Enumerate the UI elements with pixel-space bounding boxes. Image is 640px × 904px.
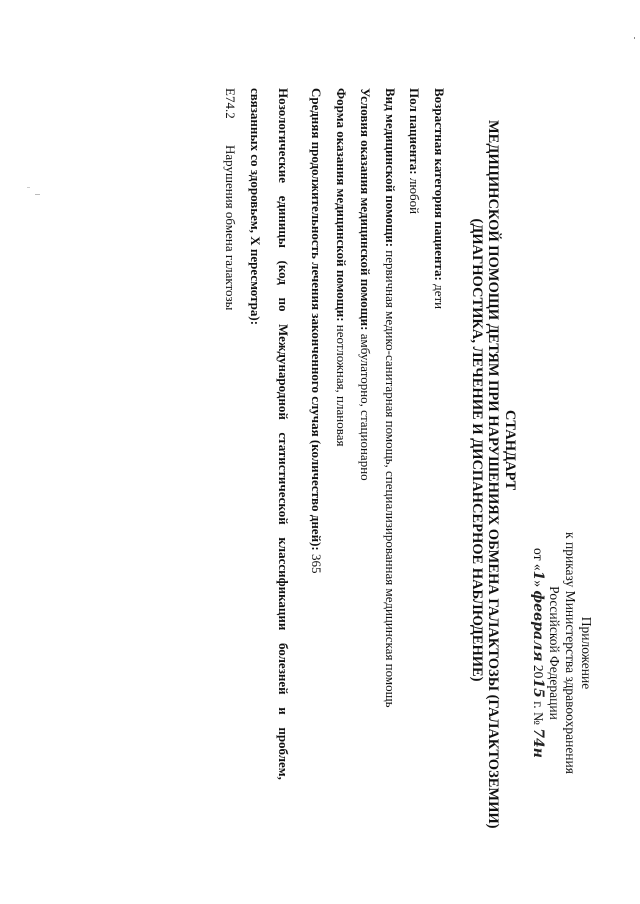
order-prefix: от « [531, 548, 546, 571]
standard-title [469, 120, 519, 829]
field-label: Средняя продолжительность лечения законченного случая (количество дней): [309, 88, 325, 551]
appendix-block [530, 488, 594, 818]
nosology-heading [248, 88, 290, 780]
standard-fields [299, 88, 446, 848]
order-year-prefix: 20 [531, 664, 546, 679]
icd-code-row [222, 88, 238, 310]
nosology-word: и [276, 707, 291, 715]
icd-description: Нарушения обмена галактозы [223, 145, 238, 311]
appendix-title: Приложение [579, 616, 594, 690]
nosology-line-2: связанных со здоровьем, X пересмотра): [248, 88, 263, 326]
scan-speck [634, 37, 635, 39]
field-sex [408, 88, 422, 848]
appendix-line-2: Российской Федерации [547, 586, 562, 720]
field-value: 365 [309, 550, 325, 574]
appendix-line-1: к приказу Министерства здравоохранения [563, 532, 578, 774]
nosology-word: Международной [276, 324, 291, 420]
nosology-word: статистической [276, 432, 291, 525]
order-day: 1 [530, 570, 546, 581]
order-date-line [530, 488, 546, 818]
order-suffix: г. № [531, 701, 546, 725]
field-label: Возрастная категория пациента: [432, 88, 447, 281]
nosology-line-1 [276, 88, 290, 780]
icd-code: E74.2 [223, 88, 238, 119]
title-line-1: СТАНДАРТ [502, 409, 518, 491]
field-value: первичная медико-санитарная помощь, специализированная медицинская помощь [383, 247, 398, 708]
field-value: дети [432, 280, 447, 310]
scan-speck [27, 187, 30, 188]
field-treatment-duration [310, 88, 324, 848]
order-number: 74н [530, 728, 546, 758]
scan-speck [35, 194, 40, 195]
field-label: Вид медицинской помощи: [383, 88, 398, 248]
nosology-word: Нозологические [276, 88, 291, 184]
nosology-word: проблем, [276, 727, 291, 780]
field-value: амбулаторно, стационарно [358, 330, 374, 481]
field-care-form [334, 88, 348, 848]
title-line-2: МЕДИЦИНСКОЙ ПОМОЩИ ДЕТЯМ ПРИ НАРУШЕНИЯХ ОБМЕНА ГАЛАКТОЗЫ (ГАЛАКТОЗЕМИИ) [485, 120, 502, 829]
nosology-word: единицы [276, 195, 291, 248]
order-year: 15 [530, 678, 546, 698]
field-label: Пол пациента: [407, 88, 423, 175]
field-age-category [432, 88, 446, 848]
order-month: февраля [530, 590, 546, 662]
field-label: Условия оказания медицинской помощи: [358, 88, 374, 331]
order-mid: » [531, 580, 546, 588]
field-value: любой [407, 174, 423, 215]
field-care-conditions [359, 88, 373, 848]
nosology-word: классификации [276, 537, 291, 631]
nosology-word: (код [276, 260, 291, 285]
field-label: Форма оказания медицинской помощи: [334, 88, 349, 322]
nosology-word: по [276, 297, 291, 312]
field-value: неотложная, плановая [334, 321, 349, 447]
field-care-type [383, 88, 397, 848]
title-line-3: (ДИАГНОСТИКА, ЛЕЧЕНИЕ И ДИСПАНСЕРНОЕ НАБЛЮДЕНИЕ) [469, 218, 485, 682]
nosology-word: болезней [276, 642, 291, 695]
